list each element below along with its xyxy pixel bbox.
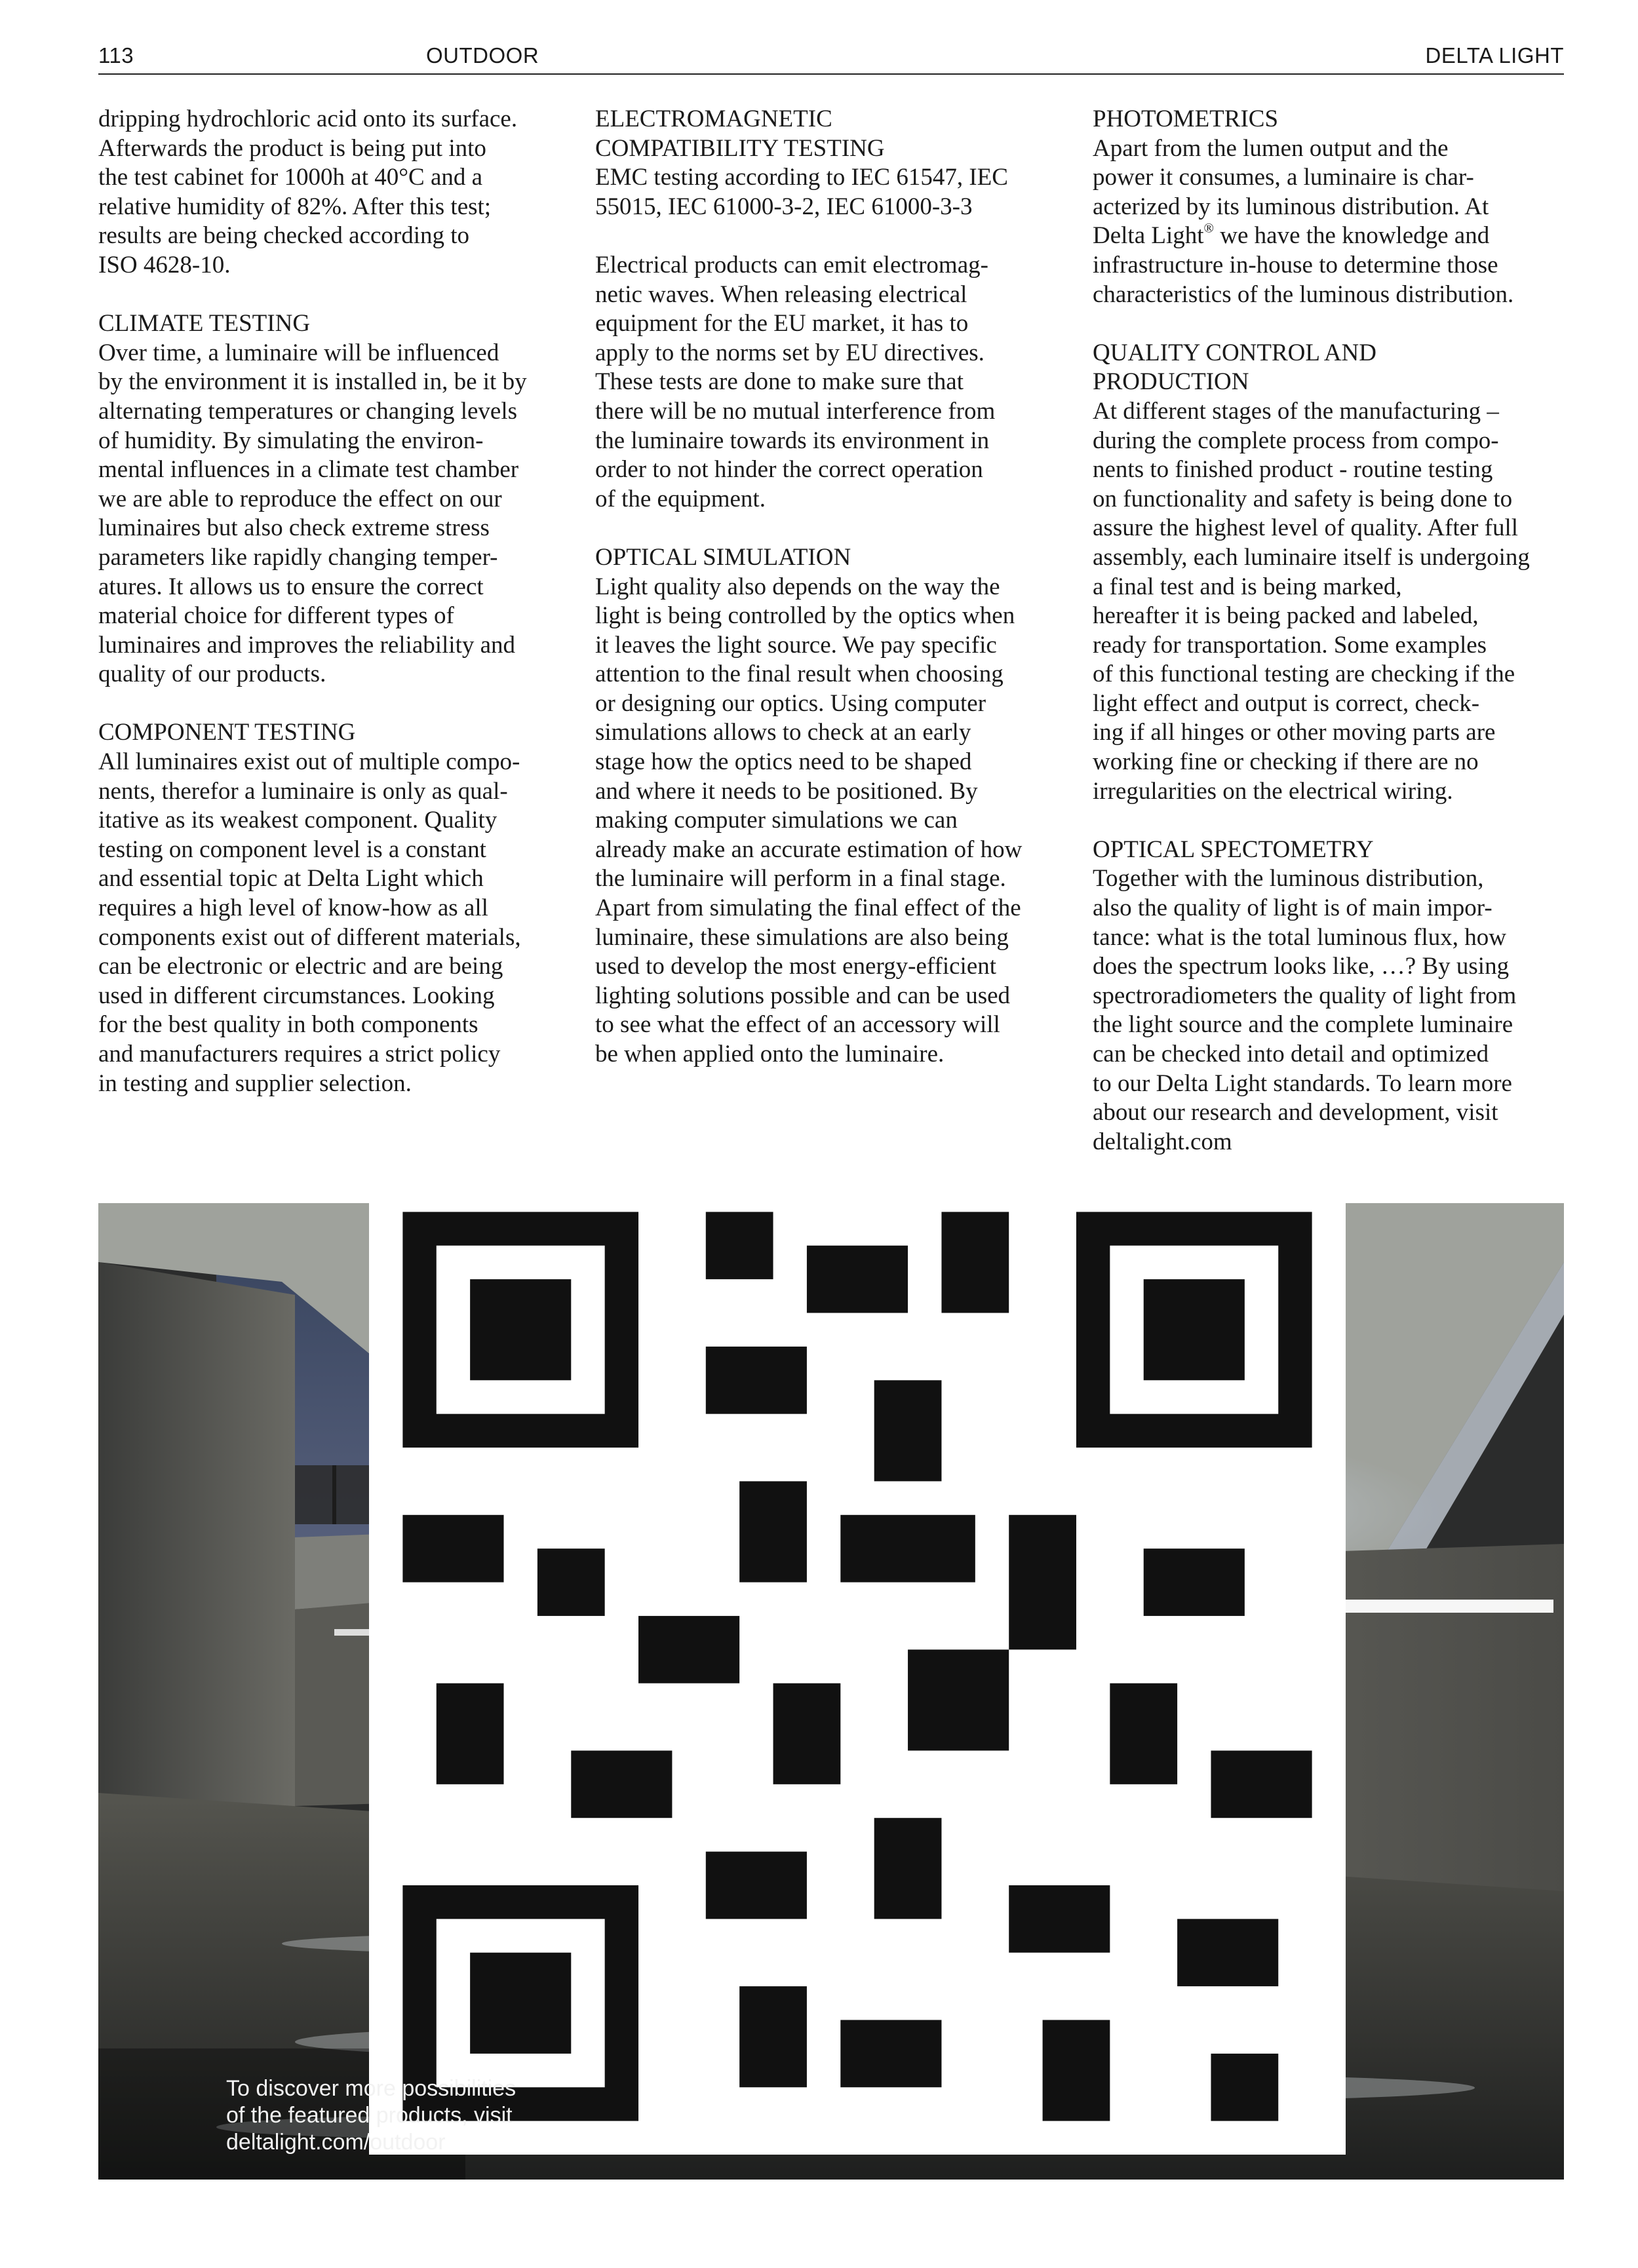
brand-name: DELTA LIGHT (1425, 43, 1564, 67)
section-heading: CLIMATE TESTING (98, 310, 311, 337)
text-block (1093, 836, 1551, 1157)
paragraph-text: At different stages of the manufacturing – during the complete process from compo- nents to finished product - routine testing on functionality and safety is being done to assure the highest level of quality. After full assembly, each luminaire itself is undergoing a final test and is being marked, hereafter it is being packed and labeled, ready for transportation. Some examples of this functional testing are checking if the light effect and output is correct, check- ing if all hinges or other moving parts are working fine or checking if there are no irregularities on the electrical wiring. (1093, 397, 1530, 805)
text-block (595, 105, 1054, 221)
paragraph-text: dripping hydrochloric acid onto its surface. Afterwards the product is being put into the test cabinet for 1000h at 40°C and a relative humidity of 82%. After this test; results are being checked according to ISO 4628-10. (98, 106, 518, 279)
text-column-3 (1093, 105, 1551, 1186)
paragraph-text: Together with the luminous distribution, also the quality of light is of main impor- tance: what is the total luminous flux, how does the spectrum looks like, …? By using spectroradiometers the quality of light from the light source and the complete luminaire can be checked into detail and optimized to our Delta Light standards. To learn more about our research and development, visit deltalight.com (1093, 865, 1517, 1155)
page-number: 113 (98, 43, 134, 67)
text-block (1093, 339, 1551, 807)
text-column-1 (98, 105, 557, 1128)
section-heading: COMPONENT TESTING (98, 719, 356, 746)
paragraph-text: All luminaires exist out of multiple compo- nents, therefor a luminaire is only as qual- itative as its weakest component. Quality testing on component level is a constant and essential topic at Delta Light which requires a high level of know-how as all components exist out of different materials, can be electronic or electric and are being used in different circumstances. Looking for the best quality in both components and manufacturers requires a strict policy in testing and supplier selection. (98, 748, 521, 1097)
text-block (1093, 105, 1551, 309)
section-heading: OPTICAL SPECTOMETRY (1093, 836, 1374, 863)
text-block (98, 718, 557, 1098)
text-column-2 (595, 105, 1054, 1098)
section-heading: PHOTOMETRICS (1093, 106, 1279, 132)
text-block (98, 309, 557, 689)
paragraph-text: Electrical products can emit electromag- netic waves. When releasing electrical equipment for the EU market, it has to apply to the norms set by EU directives. These tests are done to make sure that there will be no mutual interference from the luminaire towards its environment in order to not hinder the correct operation of the equipment. (595, 251, 996, 512)
section-title: OUTDOOR (426, 43, 539, 67)
caption-line: To discover more possibilities (226, 2076, 517, 2101)
text-block (595, 543, 1054, 1069)
text-block (98, 105, 557, 280)
paragraph-text: Apart from the lumen output and the power it consumes, a luminaire is char- acterized by its luminous distribution. At Delta Light® we have the knowledge and infrastructure in-house to determine those characteristics of the luminous distribution. (1093, 134, 1514, 308)
text-block (595, 251, 1054, 514)
qr-code-icon[interactable] (125, 1203, 1564, 2155)
section-heading: ELECTROMAGNETIC COMPATIBILITY TESTING (595, 106, 885, 162)
caption-link[interactable]: deltalight.com/outdoor (226, 2130, 446, 2155)
paragraph-text: EMC testing according to IEC 61547, IEC 55015, IEC 61000-3-2, IEC 61000-3-3 (595, 164, 1008, 220)
paragraph-text: Light quality also depends on the way the light is being controlled by the optics when it leaves the light source. We pay specific attention to the final result when choosing or designing our optics. Using computer simulations allows to check at an early stage how the optics need to be shaped and where it needs to be positioned. By making computer simulations we can already make an accurate estimation of how the luminaire will perform in a final stage. Apart from simulating the final effect of the luminaire, these simulations are also being used to develop the most energy-efficient lighting solutions possible and can be used to see what the effect of an accessory will be when applied onto the luminaire. (595, 573, 1023, 1067)
photo-caption (226, 2075, 516, 2156)
section-heading: OPTICAL SIMULATION (595, 543, 851, 571)
paragraph-text: Over time, a luminaire will be influenced by the environment it is installed in, be it by alternating temperatures or changing levels of humidity. By simulating the environ- mental influences in a climate test chamber we are able to reproduce the effect on our luminaires but also check extreme stress parameters like rapidly changing temper- atures. It allows us to ensure the correct material choice for different types of luminaires and improves the reliability and quality of our products. (98, 339, 527, 688)
underpass-photo (98, 1203, 1564, 2180)
section-heading: QUALITY CONTROL AND PRODUCTION (1093, 339, 1376, 396)
registered-mark: ® (1203, 221, 1215, 237)
page-header (98, 42, 1564, 75)
caption-line: of the featured products, visit (226, 2103, 513, 2128)
